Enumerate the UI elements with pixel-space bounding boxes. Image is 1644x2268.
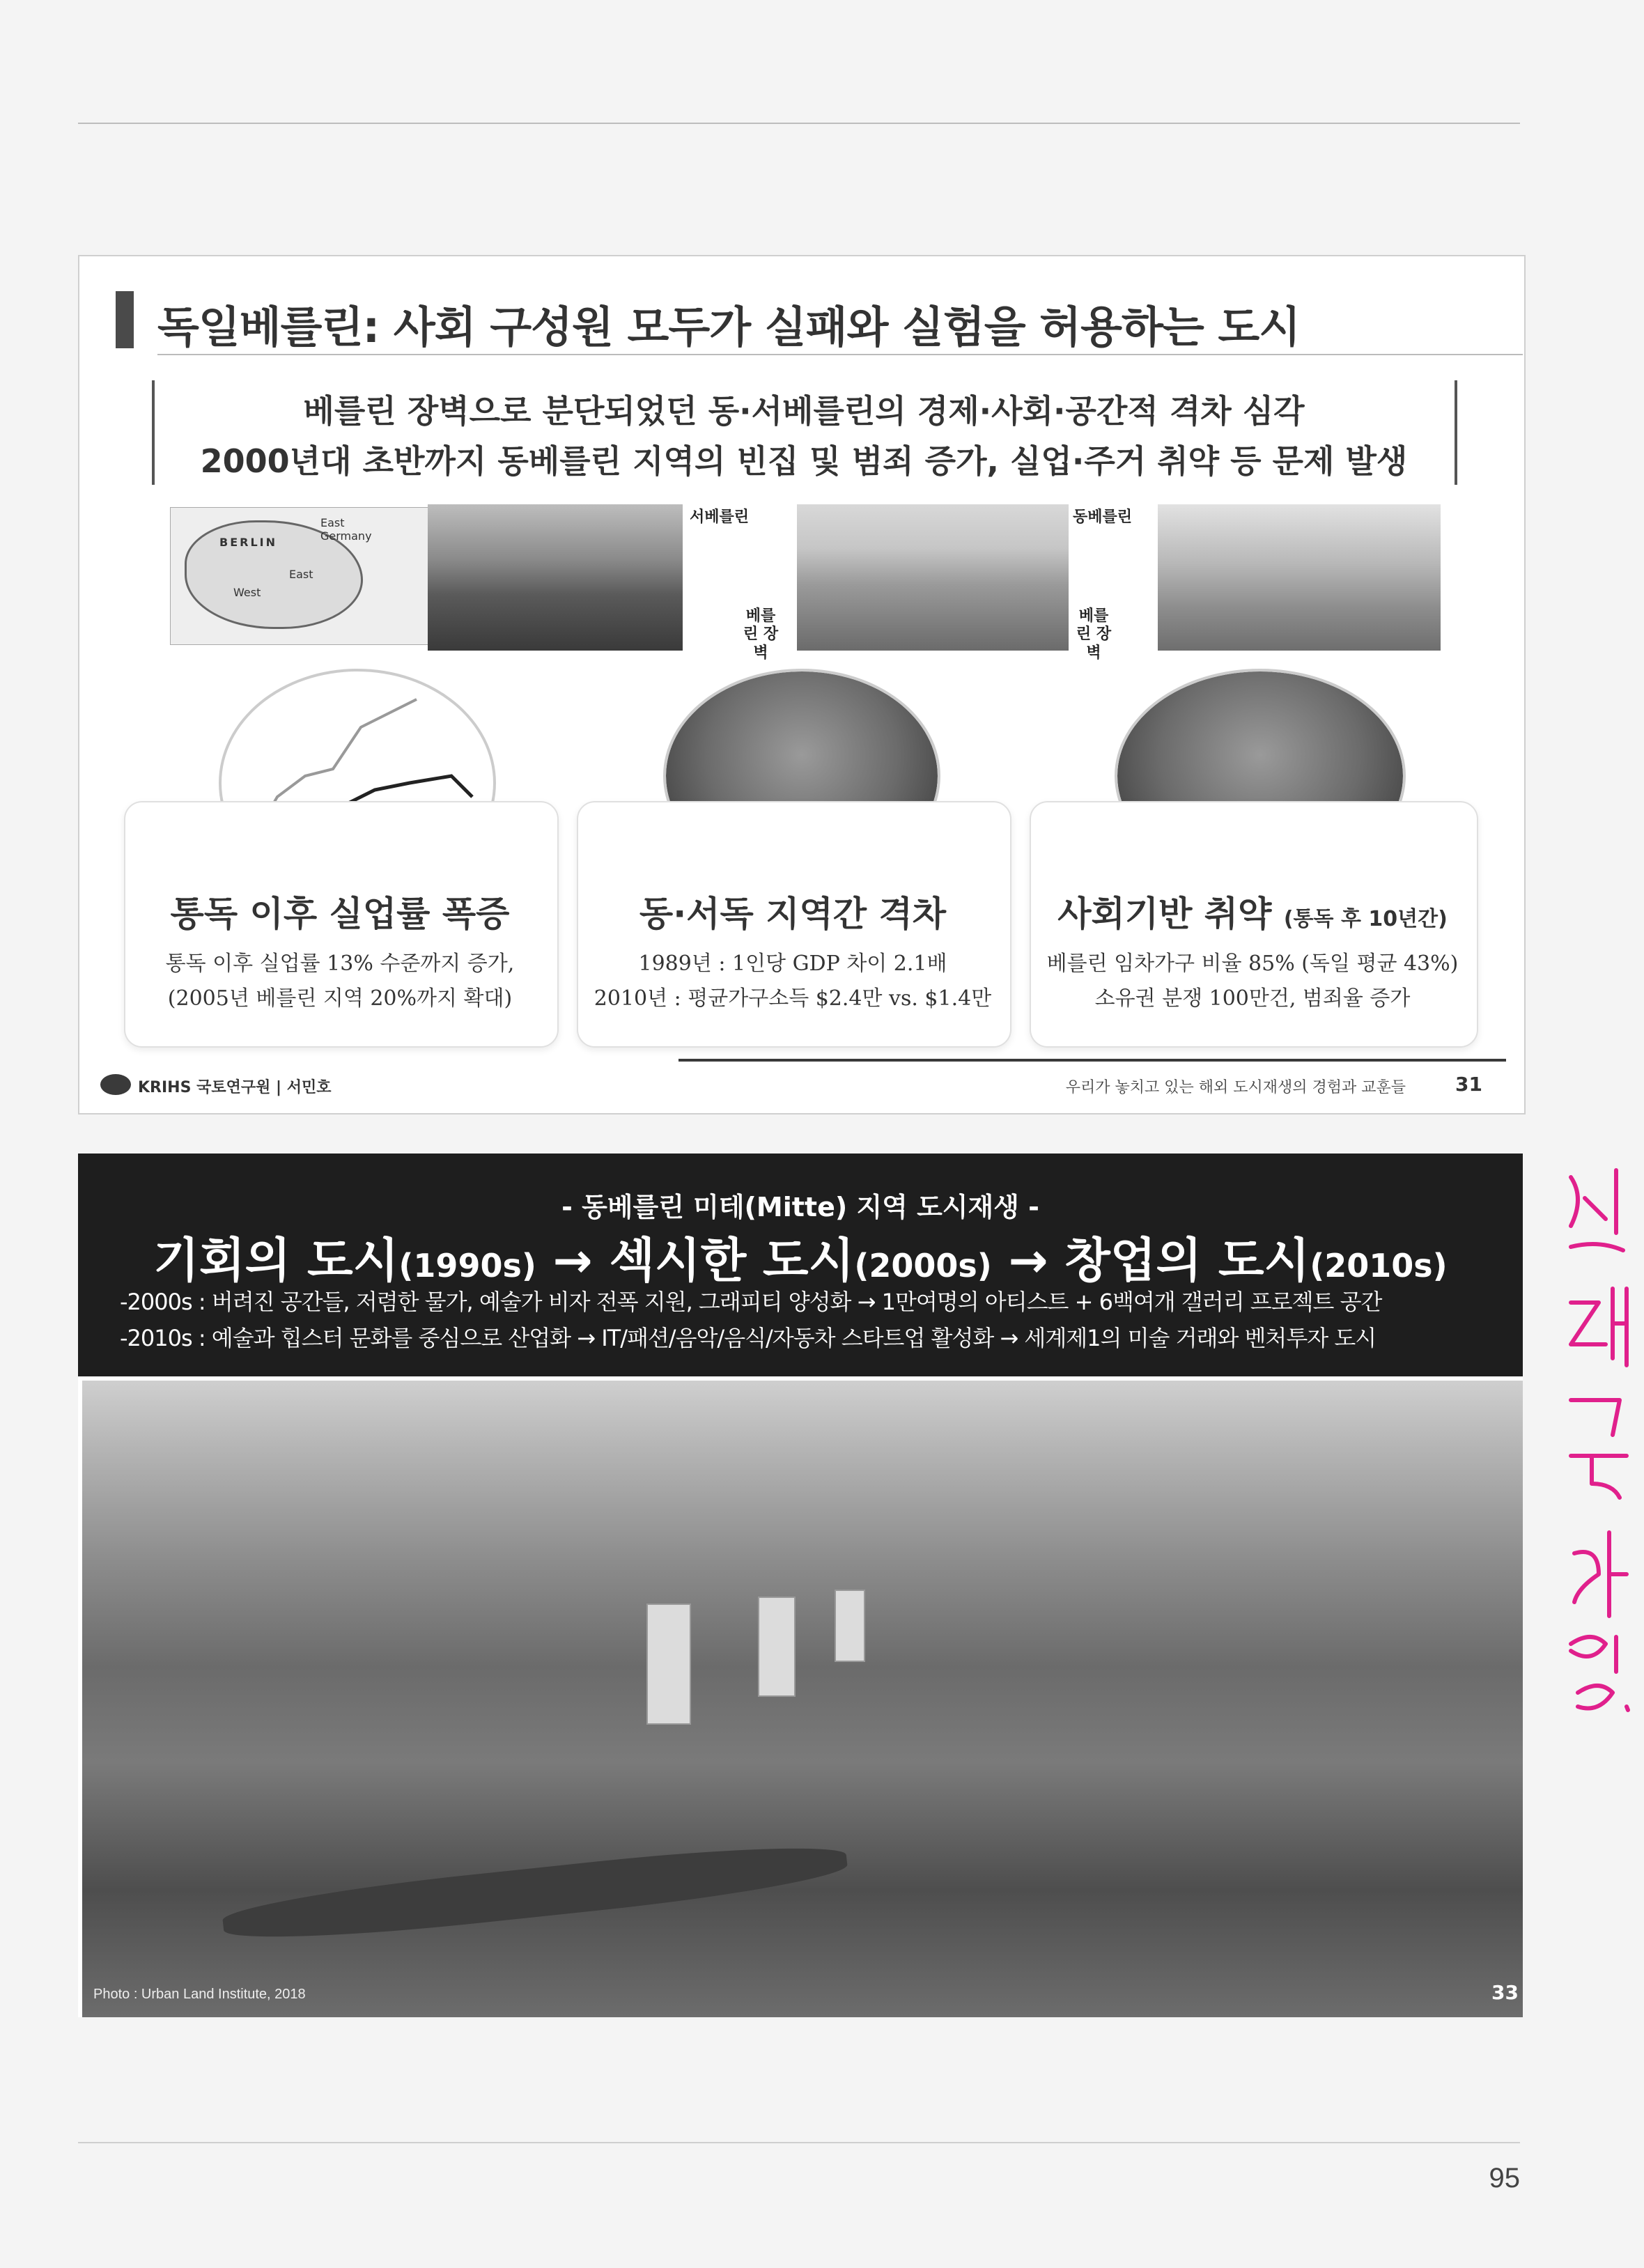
top-rule — [78, 123, 1520, 124]
title-decade: (2010s) — [1310, 1247, 1448, 1284]
tag-west-berlin: 서베를린 — [685, 507, 753, 528]
slide-title: 독일베를린: 사회 구성원 모두가 실패와 실험을 허용하는 도시 — [157, 302, 1301, 352]
summary-bracket-left — [152, 380, 155, 485]
slide-berlin-overview — [78, 255, 1526, 1114]
title-rule — [157, 354, 1523, 355]
timeline-2010s: -2010s : 예술과 힙스터 문화를 중심으로 산업화 → IT/패션/음악/음식/자동차 스타트업 활성화 → 세계제1의 미술 거래와 벤처투자 도시 — [120, 1325, 1377, 1351]
krihs-logo-icon — [100, 1074, 131, 1095]
tag-berlin-wall-2: 베를린 장벽 — [1069, 606, 1119, 664]
slide-subtitle: - 동베를린 미테(Mitte) 지역 도시재생 - — [561, 1192, 1039, 1222]
summary-bracket-right — [1455, 380, 1457, 485]
card-title-text: 사회기반 취약 — [1057, 894, 1272, 934]
aerial-photo-berlin — [82, 1381, 1523, 2017]
slide-number: 31 — [1455, 1073, 1482, 1096]
title-decade: (1990s) — [398, 1247, 536, 1284]
river-shape — [221, 1835, 849, 1950]
card-text: 2010년 : 평균가구소득 $2.4만 vs. $1.4만 — [594, 986, 992, 1011]
title-decade: (2000s) — [854, 1247, 992, 1284]
handwritten-note — [1557, 1156, 1641, 1721]
summary-line-1: 베를린 장벽으로 분단되었던 동·서베를린의 경제·사회·공간적 격차 심각 — [303, 392, 1305, 430]
building-shape — [646, 1603, 691, 1725]
card-title-social-infra — [1030, 886, 1475, 936]
summary-line-2: 2000년대 초반까지 동베를린 지역의 빈집 및 범죄 증가, 실업·주거 취약 등 문제 발생 — [200, 442, 1408, 480]
tag-east-berlin: 동베를린 — [1069, 507, 1136, 528]
card-text: 1989년 : 1인당 GDP 차이 2.1배 — [638, 952, 947, 976]
building-shape — [758, 1597, 796, 1697]
berlin-map — [170, 507, 450, 645]
footer-logo-text: KRIHS 국토연구원 | 서민호 — [138, 1079, 332, 1096]
map-label-west: West — [233, 586, 261, 599]
west-berlin-photo — [428, 504, 683, 651]
bottom-rule — [78, 2142, 1520, 2143]
slide-mitte-regeneration — [78, 1154, 1523, 2017]
east-berlin-photo — [1158, 504, 1441, 651]
title-part: → 창업의 도시 — [991, 1234, 1310, 1289]
timeline-2000s: -2000s : 버려진 공간들, 저렴한 물가, 예술가 비자 전폭 지원, 그래피티 양성화 → 1만여명의 아티스트 + 6백여개 갤러리 프로젝트 공간 — [120, 1289, 1382, 1315]
footer-caption: 우리가 놓치고 있는 해외 도시재생의 경험과 교훈들 — [1065, 1079, 1406, 1096]
map-label-berlin: BERLIN — [219, 536, 277, 549]
title-accent-bar — [116, 291, 134, 348]
title-part: → 섹시한 도시 — [536, 1234, 855, 1289]
slide-title — [78, 1223, 1523, 1291]
slide-number: 33 — [1491, 1981, 1519, 2004]
building-shape — [835, 1590, 865, 1662]
handwritten-note-drawing — [1557, 1156, 1641, 1721]
card-title-regional-gap: 동·서독 지역간 격차 — [639, 894, 947, 934]
berlin-wall-photo — [797, 504, 1069, 651]
title-part: 기회의 도시 — [153, 1234, 399, 1289]
card-text: (2005년 베를린 지역 20%까지 확대) — [167, 986, 513, 1011]
card-title-unemployment: 통독 이후 실업률 폭증 — [170, 894, 510, 934]
card-text: 베를린 임차가구 비율 85% (독일 평균 43%) — [1046, 952, 1459, 976]
card-text: 통독 이후 실업률 13% 수준까지 증가, — [165, 952, 515, 976]
card-title-note: (통독 후 10년간) — [1283, 907, 1448, 931]
map-label-east: East — [289, 568, 313, 581]
tag-berlin-wall-1: 베를린 장벽 — [736, 606, 786, 664]
page-number: 95 — [1489, 2163, 1520, 2193]
map-label-east-germany: East Germany — [320, 516, 372, 543]
footer-rule — [678, 1059, 1506, 1062]
card-text: 소유권 분쟁 100만건, 범죄율 증가 — [1094, 986, 1411, 1011]
photo-credit: Photo : Urban Land Institute, 2018 — [93, 1987, 306, 2002]
